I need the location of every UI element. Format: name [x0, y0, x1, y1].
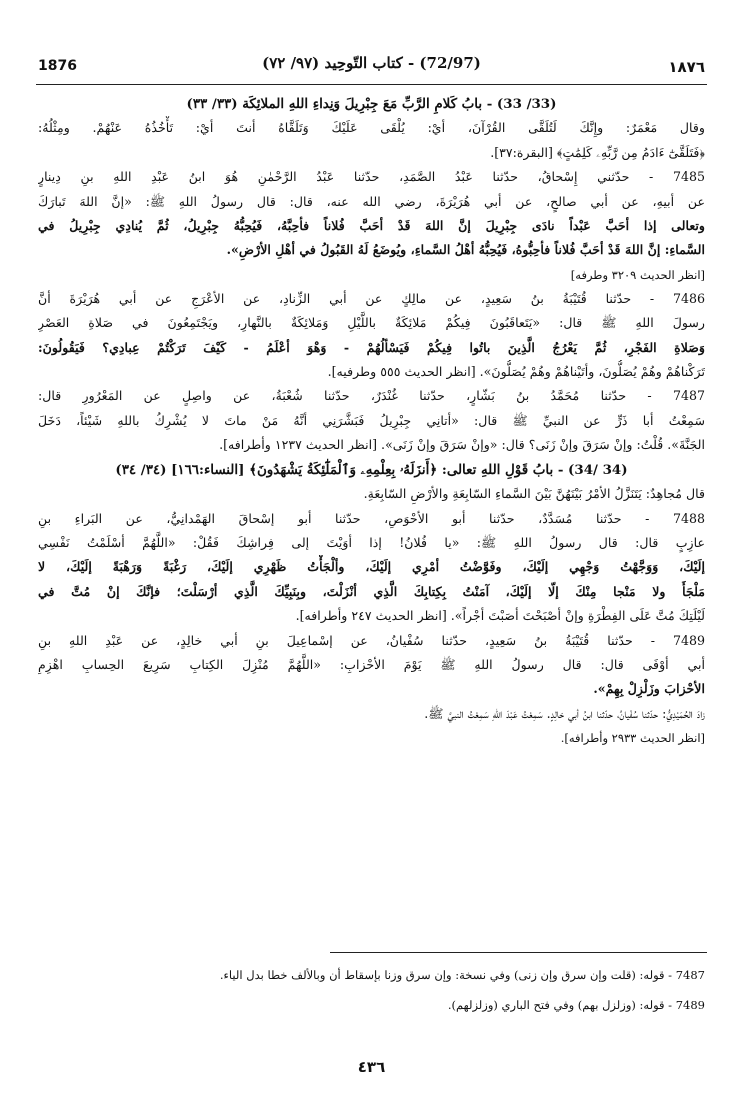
footnote-7487: 7487 - قوله: (قلت وإن سرق وإن زنى) وفي نسخة: وإن سرق وزنا بإسقاط أن وبالألف خطا بدل الياء. — [219, 968, 705, 982]
text-line: لَيْلَتِكَ مُتَّ عَلَى الفِطْرَةِ وإنْ أصْبَحْتَ أصَبْتَ أجْراً». [انظر الحديث ٢٤٧ وأطرافه]. — [295, 608, 705, 624]
text-line: وقال مَعْمَرٌ: وإِنَّكَ لَتُلَقَّى القُرْآنَ، أيْ: يُلْقَى عَلَيْكَ وَتَلَقَّاهُ أنتَ أيْ: تَأْخُذُهُ عَنْهُمْ. ومِثْلُهُ: — [38, 120, 705, 136]
footnote-7489: 7489 - قوله: (وزلزل بهم) وفي فتح الباري (وزلزلهم). — [447, 998, 705, 1012]
page-footer-number: ٤٣٦ — [357, 1058, 386, 1076]
hadith-reference: [انظر الحديث ٣٢٠٩ وطرفه] — [570, 267, 705, 282]
text-line: الأحْزابَ وزَلْزِلْ بِهِمْ». — [593, 681, 705, 697]
page-number-latin: 1876 — [38, 58, 77, 74]
text-line: قال مُجاهِدٌ: يَتَنَزَّلُ الأمْرُ بَيْنَهُنَّ بَيْنَ السَّماءِ السّابِعَةِ والأرْضِ السّابِعَةِ. — [363, 486, 705, 502]
text-line: 7487 - حدّثنا مُحَمَّدُ بنُ بَشّارٍ، حدّثنا غُنْدَرٌ، حدّثنا شُعْبَةُ، عن واصِلٍ عن المَعْرُورِ قال: — [38, 388, 705, 404]
page-number-arabic: ١٨٧٦ — [668, 58, 705, 76]
text-line: رسولَ اللهِ ﷺ قال: «يَتَعاقَبُونَ فِيكُمْ مَلائِكَةٌ باللَّيْلِ وَمَلائِكَةٌ بالنَّهارِ، ويَجْتَمِعُونَ في صَلاةِ العَصْرِ — [38, 315, 705, 331]
footnotes — [38, 960, 705, 1020]
text-line: أبي أوْفَى قال: قال رسولُ اللهِ ﷺ يَوْمَ الأحْزابِ: «اللَّهُمَّ مُنْزِلَ الكِتابِ سَرِيعَ الحِسابِ اهْزِمِ — [38, 656, 705, 672]
chapter-heading: (33/ 33) - بابُ كَلامِ الرَّبِّ مَعَ جِبْرِيلَ وَنِداءِ اللهِ الملائِكَة (٣٣/ ٣٣) — [186, 96, 557, 112]
text-line: ﴿فَتَلَقَّىٰٓ ءَادَمُ مِن رَّبِّهِۦ كَلِمَٰتٍ﴾ [البقرة:٣٧]. — [490, 144, 705, 160]
footnote-separator — [330, 952, 707, 953]
text-line: إلَيْكَ، وَوَجَّهْتُ وَجْهِي إلَيْكَ، وفَوَّضْتُ أمْرِي إلَيْكَ، وألْجَأْتُ ظَهْرِي إلَيْكَ، رَغْبَةً وَرَهْبَةً إلَيْكَ، لا — [38, 559, 705, 575]
header-rule — [36, 84, 707, 85]
text-line: تَرَكْناهُمْ وهُمْ يُصَلُّونَ، وأتَيْناهُمْ وهُمْ يُصَلُّونَ». [انظر الحديث ٥٥٥ وطرفيه]. — [327, 364, 705, 380]
text-line: الجَنَّةَ». قُلْتُ: وإنْ سَرَقَ وإنْ زَنَى؟ قال: «وإنْ سَرَقَ وإنْ زَنَى». [انظر الحديث ١٢٣٧ وأطرافه]. — [219, 437, 705, 453]
text-line: السَّماءِ: إنَّ اللهَ قَدْ أحَبَّ فُلاناً فأحِبُّوهُ، فَيُحِبُّهُ أهْلُ السَّماءِ، ويُوضَعُ لَهُ القَبُولُ في أهْلِ الأرْضِ». — [226, 242, 705, 258]
running-title: (72/97) - كتاب التّوحِيد (٩٧/ ٧٢) — [262, 54, 481, 72]
text-line: مَلْجَأَ ولا مَنْجا مِنْكَ إلّا إلَيْكَ، آمَنْتُ بِكِتابِكَ الَّذِي أنْزَلْتَ، وبِنَبِيِّكَ الَّذِي أرْسَلْتَ؛ فإنَّكَ إنْ مُتَّ في — [38, 583, 705, 599]
text-line: عن أبيهِ، عن أبي صالحٍ، عن أبي هُرَيْرَةَ، رضي الله عنه، قال: قال رسولُ اللهِ ﷺ: «إنَّ اللهَ تَبارَكَ — [38, 193, 705, 209]
page-header — [38, 52, 705, 78]
text-line: 7488 - حدّثنا مُسَدَّدٌ، حدّثنا أبو الأحْوَصِ، حدّثنا أبو إسْحاقَ الهَمْدانِيُّ، عن البَراءِ بنِ — [38, 510, 705, 526]
text-line: عازِبٍ قال: قال رسولُ اللهِ ﷺ: «يا فُلانُ! إذا أوَيْتَ إلى فِراشِكَ فَقُلْ: «اللَّهُمَّ أسْلَمْتُ نَفْسِي — [38, 534, 705, 550]
main-text — [38, 92, 705, 750]
text-line: سَمِعْتُ أبا ذَرٍّ عن النبيِّ ﷺ قال: «أتانِي جِبْرِيلُ فَبَشَّرَنِي أنَّهُ مَنْ ماتَ لا يُشْرِكُ باللهِ شَيْئاً، دَخَلَ — [38, 412, 705, 428]
text-line: وَصَلاةِ الفَجْرِ، ثُمَّ يَعْرُجُ الَّذِينَ باتُوا فِيكُمْ فَيَسْألُهُمْ - وَهْوَ أعْلَمُ - كَيْفَ تَرَكْتُمْ عِبادِي؟ فَيَقُولُونَ: — [38, 339, 705, 355]
text-line: 7489 - حدّثنا قُتَيْبَةُ بنُ سَعِيدٍ، حدّثنا سُفْيانُ، عن إسْماعِيلَ بنِ أبي خالِدٍ، عن عَبْدِ اللهِ بنِ — [38, 632, 705, 648]
hadith-reference: [انظر الحديث ٢٩٣٣ وأطرافه]. — [560, 731, 705, 746]
text-line: وتعالى إذا أحَبَّ عَبْداً نادَى جِبْرِيلَ إنَّ اللهَ قَدْ أحَبَّ فُلاناً فأحِبَّهُ، فَيُحِبُّهُ جِبْرِيلُ، ثُمَّ يُنادِي جِبْرِيلُ في — [38, 218, 705, 234]
text-line: 7485 - حدّثني إِسْحاقُ، حدّثنا عَبْدُ الصَّمَدِ، حدّثنا عَبْدُ الرَّحْمٰنِ هُوَ ابنُ عَبْدِ اللهِ بنِ دِينارٍ — [38, 169, 705, 185]
text-line: 7486 - حدّثنا قُتَيْبَةُ بنُ سَعِيدٍ، عن مالِكٍ عن أبي الزِّنادِ، عن الأعْرَجِ عن أبي هُرَيْرَةَ أنَّ — [38, 290, 705, 306]
chapter-heading: (34 /34) - بابُ قَوْلِ اللهِ تعالى: ﴿أَنزَلَهُۥ بِعِلْمِهِۦ وَٱلْمَلَٰٓئِكَةُ يَشْهَدُونَ﴾ [النساء:١٦٦] (٣٤/ ٣٤) — [115, 461, 628, 478]
text-line: زادَ الحُمَيْدِيُّ: حدّثنا سُفْيانُ، حدّثنا ابنُ أبي خالِدٍ. سَمِعْتُ عَبْدَ اللهِ سَمِعْتُ النبيَّ ﷺ. — [424, 705, 705, 721]
